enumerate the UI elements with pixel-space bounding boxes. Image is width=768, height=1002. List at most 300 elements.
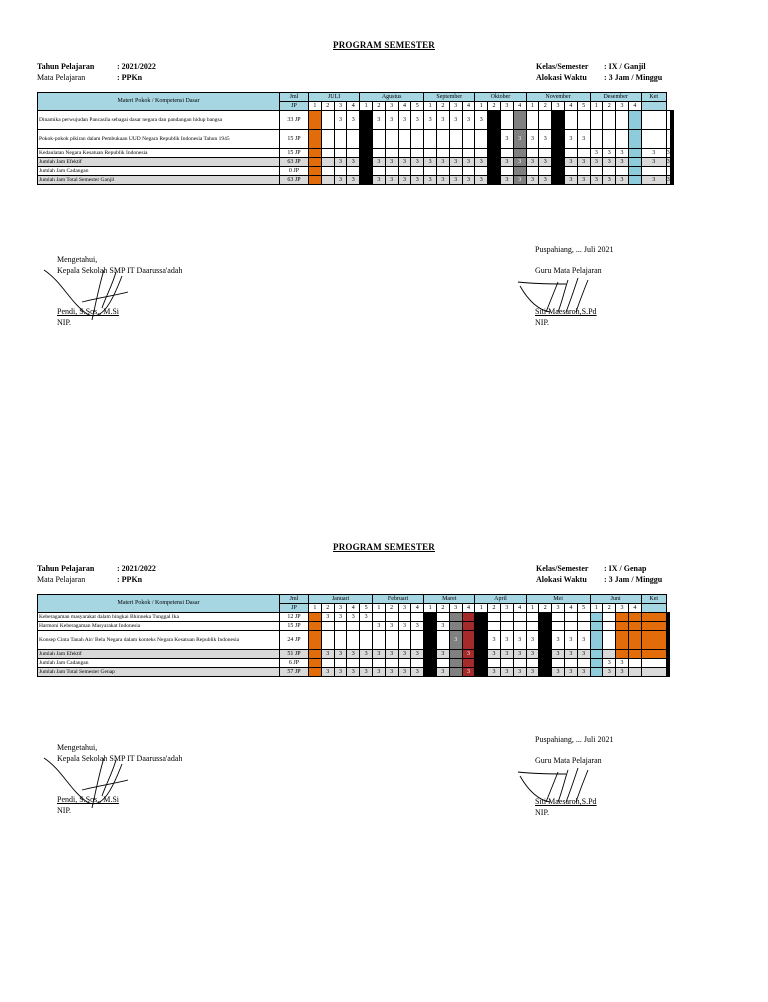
week-cell: 3	[577, 650, 590, 659]
semester-genap	[0, 542, 768, 842]
row-jp: 15 JP	[280, 130, 309, 149]
week-cell	[449, 149, 462, 158]
header-ket: Ket	[641, 595, 666, 604]
header-jml: Jml	[280, 93, 309, 102]
week-cell	[628, 613, 641, 622]
row-materi: Jumlah Jam Efektif	[38, 158, 280, 167]
week-cell	[513, 622, 526, 631]
week-cell: 3	[590, 176, 603, 185]
week-cell	[513, 149, 526, 158]
week-cell: 3	[462, 158, 475, 167]
week-cell	[628, 631, 641, 650]
header-week: 3	[334, 604, 347, 613]
week-cell: 3	[539, 176, 552, 185]
week-cell	[372, 631, 385, 650]
week-cell: 3	[475, 158, 488, 167]
week-cell	[424, 130, 437, 149]
week-cell: 3	[539, 158, 552, 167]
week-cell: 3	[641, 176, 666, 185]
week-cell: 3	[436, 111, 449, 130]
week-cell	[539, 631, 552, 650]
week-cell: 3	[564, 158, 577, 167]
week-cell	[475, 167, 488, 176]
week-cell: 3	[564, 650, 577, 659]
row-materi: Jumlah Jam Total Semester Genap	[38, 668, 280, 677]
sign-right-name: Siti Maesaroh,S.Pd	[535, 797, 597, 806]
week-cell	[590, 650, 603, 659]
week-cell	[347, 631, 360, 650]
header-ket-blank	[641, 604, 666, 613]
week-cell: 3	[436, 158, 449, 167]
week-cell: 3	[411, 158, 424, 167]
week-cell: 3	[462, 668, 475, 677]
header-week: 1	[590, 604, 603, 613]
week-cell	[360, 158, 373, 167]
row-jp: 6 JP	[280, 659, 309, 668]
sign-right-nip: NIP.	[535, 808, 550, 817]
page-title: PROGRAM SEMESTER	[333, 542, 435, 552]
week-cell	[334, 167, 347, 176]
week-cell: 3	[513, 668, 526, 677]
header-week: 2	[488, 102, 501, 111]
week-cell	[398, 631, 411, 650]
week-cell	[360, 176, 373, 185]
header-week: 2	[372, 102, 385, 111]
header-month: September	[424, 93, 475, 102]
week-cell	[488, 149, 501, 158]
week-cell	[539, 622, 552, 631]
week-cell	[616, 631, 629, 650]
meta-left	[37, 61, 156, 83]
week-cell	[475, 130, 488, 149]
alokasi-label: Alokasi Waktu	[536, 73, 587, 82]
week-cell	[500, 613, 513, 622]
week-cell	[539, 167, 552, 176]
week-cell	[475, 149, 488, 158]
week-cell	[488, 622, 501, 631]
week-cell	[436, 130, 449, 149]
week-cell	[321, 176, 334, 185]
header-ket-blank	[641, 102, 666, 111]
week-cell	[628, 622, 641, 631]
week-cell	[616, 130, 629, 149]
week-cell	[552, 613, 565, 622]
week-cell: 3	[372, 176, 385, 185]
week-cell	[488, 130, 501, 149]
week-cell: 3	[590, 149, 603, 158]
week-cell	[603, 111, 616, 130]
week-cell: 3	[603, 158, 616, 167]
week-cell: 3	[539, 130, 552, 149]
signature-scribble-left	[42, 750, 132, 810]
header-week: 4	[462, 102, 475, 111]
table-row	[38, 659, 670, 668]
week-cell	[616, 622, 629, 631]
week-cell	[590, 613, 603, 622]
sign-left-line1: Mengetahui,	[57, 743, 98, 752]
week-cell: 3	[372, 622, 385, 631]
week-cell: 3	[552, 631, 565, 650]
week-cell: 3	[436, 622, 449, 631]
week-cell: 3	[360, 650, 373, 659]
row-materi: Harmoni Keberagaman Masyarakat Indonesia	[38, 622, 280, 631]
header-week: 1	[526, 102, 539, 111]
week-cell	[526, 111, 539, 130]
week-cell: 3	[475, 176, 488, 185]
week-cell: 3	[500, 631, 513, 650]
sign-left-name: Pendi, S.Sos., M.Si	[57, 307, 120, 316]
week-cell	[449, 613, 462, 622]
week-cell: 3	[500, 158, 513, 167]
week-cell: 3	[411, 668, 424, 677]
week-cell	[513, 659, 526, 668]
week-cell	[385, 130, 398, 149]
week-cell: 3	[641, 149, 666, 158]
sign-left-line2: Kepala Sekolah SMP IT Daarussa'adah	[57, 266, 183, 275]
week-cell	[462, 622, 475, 631]
week-cell	[628, 167, 641, 176]
week-cell: 3	[411, 111, 424, 130]
week-cell	[488, 613, 501, 622]
week-cell: 3	[603, 668, 616, 677]
tahun-value: : 2021/2022	[117, 564, 156, 573]
week-cell	[577, 167, 590, 176]
week-cell	[603, 622, 616, 631]
header-ket: Ket	[641, 93, 666, 102]
week-cell	[641, 668, 666, 677]
week-cell: 3	[398, 668, 411, 677]
header-week: 2	[603, 102, 616, 111]
week-cell	[590, 668, 603, 677]
week-cell	[513, 111, 526, 130]
header-week: 3	[616, 102, 629, 111]
week-cell	[564, 149, 577, 158]
mapel-value: : PPKn	[117, 73, 143, 82]
week-cell: 3	[398, 622, 411, 631]
week-cell: 3	[449, 158, 462, 167]
week-cell	[526, 613, 539, 622]
week-cell	[616, 167, 629, 176]
sign-left-line1: Mengetahui,	[57, 255, 98, 264]
week-cell	[398, 613, 411, 622]
week-cell	[321, 631, 334, 650]
week-cell	[372, 613, 385, 622]
header-week: 2	[436, 102, 449, 111]
week-cell: 3	[334, 668, 347, 677]
week-cell	[449, 668, 462, 677]
week-cell	[436, 659, 449, 668]
week-cell: 3	[552, 650, 565, 659]
week-cell: 3	[526, 130, 539, 149]
week-cell	[360, 149, 373, 158]
week-cell	[552, 622, 565, 631]
week-cell	[385, 149, 398, 158]
row-jp: 12 JP	[280, 613, 309, 622]
header-jml: Jml	[280, 595, 309, 604]
week-cell: 3	[564, 130, 577, 149]
week-cell	[552, 111, 565, 130]
week-cell	[321, 158, 334, 167]
week-cell	[539, 668, 552, 677]
week-cell	[475, 668, 488, 677]
week-cell	[347, 659, 360, 668]
week-cell	[513, 613, 526, 622]
row-materi: Pokok-pokok pikiran dalam Pembukaan UUD Negara Republik Indonesia Tahun 1945	[38, 130, 280, 149]
week-cell: 3	[372, 650, 385, 659]
header-week: 1	[590, 102, 603, 111]
header-month: Desember	[590, 93, 641, 102]
alokasi-value: : 3 Jam / Minggu	[604, 575, 663, 584]
week-cell	[500, 622, 513, 631]
header-week: 4	[564, 604, 577, 613]
week-cell: 3	[513, 631, 526, 650]
week-cell: 3	[616, 659, 629, 668]
week-cell: 3	[577, 631, 590, 650]
row-materi: Kedaulatan Negara Kesatuan Republik Indonesia	[38, 149, 280, 158]
week-cell	[424, 668, 437, 677]
header-week: 3	[500, 102, 513, 111]
week-cell: 3	[385, 111, 398, 130]
week-cell	[462, 613, 475, 622]
week-cell	[603, 613, 616, 622]
header-month: Mei	[526, 595, 590, 604]
header-week: 1	[309, 604, 322, 613]
row-jp: 63 JP	[280, 176, 309, 185]
week-cell: 3	[411, 650, 424, 659]
row-materi: Keberagaman masyarakat dalam bingkai Bhinneka Tunggal Ika	[38, 613, 280, 622]
week-cell: 3	[334, 111, 347, 130]
week-cell	[309, 622, 322, 631]
week-cell	[526, 622, 539, 631]
header-week: 4	[513, 102, 526, 111]
header-jp: JP	[280, 102, 309, 111]
week-cell	[577, 659, 590, 668]
header-week: 2	[321, 102, 334, 111]
week-cell: 3	[411, 622, 424, 631]
week-cell	[590, 130, 603, 149]
week-cell	[309, 158, 322, 167]
week-cell: 3	[347, 111, 360, 130]
week-cell: 3	[526, 158, 539, 167]
week-cell	[360, 631, 373, 650]
header-week: 5	[360, 604, 373, 613]
week-cell	[449, 650, 462, 659]
week-cell	[552, 176, 565, 185]
header-week: 4	[564, 102, 577, 111]
week-cell	[628, 668, 641, 677]
week-cell: 3	[321, 613, 334, 622]
row-jp: 0 JP	[280, 167, 309, 176]
header-month: April	[475, 595, 526, 604]
header-week: 3	[500, 604, 513, 613]
week-cell	[462, 167, 475, 176]
table-row	[38, 650, 670, 659]
header-week: 1	[424, 604, 437, 613]
header-week: 1	[475, 102, 488, 111]
week-cell: 3	[334, 158, 347, 167]
week-cell: 3	[475, 111, 488, 130]
header-week: 3	[552, 102, 565, 111]
sign-left-line2: Kepala Sekolah SMP IT Daarussa'adah	[57, 754, 183, 763]
week-cell: 3	[385, 650, 398, 659]
week-cell: 3	[321, 668, 334, 677]
week-cell	[321, 130, 334, 149]
header-week: 5	[577, 604, 590, 613]
week-cell: 3	[666, 158, 670, 165]
week-cell	[526, 167, 539, 176]
week-cell: 3	[436, 176, 449, 185]
week-cell: 3	[385, 158, 398, 167]
week-cell	[385, 613, 398, 622]
week-cell	[500, 149, 513, 158]
mapel-value: : PPKn	[117, 575, 143, 584]
row-materi: Jumlah Jam Cadangan	[38, 167, 280, 176]
week-cell	[500, 167, 513, 176]
week-cell	[360, 659, 373, 668]
header-jp: JP	[280, 604, 309, 613]
week-cell	[436, 149, 449, 158]
week-cell: 3	[385, 668, 398, 677]
row-ket	[672, 111, 673, 130]
week-cell: 3	[552, 668, 565, 677]
week-cell	[603, 167, 616, 176]
week-cell: 3	[666, 149, 670, 156]
week-cell	[385, 167, 398, 176]
signature-scribble-left	[42, 262, 132, 322]
week-cell	[449, 130, 462, 149]
week-cell: 3	[526, 650, 539, 659]
sign-left-nip: NIP.	[57, 806, 72, 815]
table-row	[38, 631, 670, 650]
week-cell: 3	[616, 149, 629, 158]
schedule-table	[37, 92, 674, 185]
week-cell: 3	[577, 176, 590, 185]
header-materi: Materi Pokok / Kompetensi Dasar	[38, 595, 280, 613]
week-cell: 3	[360, 668, 373, 677]
week-cell	[577, 613, 590, 622]
table-row	[38, 668, 670, 677]
week-cell	[590, 167, 603, 176]
header-month: Januari	[309, 595, 373, 604]
week-cell	[449, 622, 462, 631]
week-cell: 3	[424, 111, 437, 130]
week-cell	[603, 631, 616, 650]
week-cell: 3	[398, 176, 411, 185]
signature-scribble-right	[516, 272, 596, 320]
week-cell	[321, 149, 334, 158]
week-cell	[590, 622, 603, 631]
week-cell	[500, 659, 513, 668]
header-week: 1	[475, 604, 488, 613]
week-cell	[334, 149, 347, 158]
week-cell	[628, 659, 641, 668]
week-cell	[309, 167, 322, 176]
meta-right	[536, 61, 662, 83]
week-cell	[462, 631, 475, 650]
week-cell: 3	[564, 668, 577, 677]
week-cell	[552, 158, 565, 167]
header-week: 4	[462, 604, 475, 613]
header-week: 2	[385, 604, 398, 613]
week-cell	[462, 659, 475, 668]
week-cell	[628, 149, 641, 158]
week-cell	[309, 659, 322, 668]
mapel-label: Mata Pelajaran	[37, 73, 86, 82]
header-week: 3	[616, 604, 629, 613]
row-jp: 51 JP	[280, 650, 309, 659]
week-cell	[360, 130, 373, 149]
row-materi: Dinamika perwujudan Pancasila sebagai dasar negara dan pandangan hidup bangsa	[38, 111, 280, 130]
sign-right-line1: Puspahiang, ... Juli 2021	[535, 245, 614, 254]
week-cell: 3	[500, 176, 513, 185]
week-cell	[526, 149, 539, 158]
week-cell: 3	[334, 613, 347, 622]
row-ket	[668, 631, 669, 650]
header-month: JULI	[309, 93, 360, 102]
header-week: 3	[385, 102, 398, 111]
header-week: 4	[398, 102, 411, 111]
week-cell: 3	[564, 631, 577, 650]
header-week: 3	[449, 102, 462, 111]
row-materi: Jumlah Jam Cadangan	[38, 659, 280, 668]
week-cell: 3	[590, 158, 603, 167]
header-week: 3	[398, 604, 411, 613]
row-ket	[672, 158, 673, 167]
row-jp: 63 JP	[280, 158, 309, 167]
week-cell	[411, 167, 424, 176]
header-week: 4	[411, 604, 424, 613]
tahun-label: Tahun Pelajaran	[37, 564, 95, 573]
week-cell: 3	[500, 668, 513, 677]
week-cell: 3	[334, 650, 347, 659]
row-materi: Konsep Cinta Tanah Air/ Bela Negara dalam konteks Negara Kesatuan Republik Indonesia	[38, 631, 280, 650]
meta-right	[536, 563, 662, 585]
sign-left-nip: NIP.	[57, 318, 72, 327]
header-week: 3	[552, 604, 565, 613]
alokasi-label: Alokasi Waktu	[536, 575, 587, 584]
week-cell: 3	[321, 650, 334, 659]
week-cell: 3	[616, 158, 629, 167]
header-week: 1	[360, 102, 373, 111]
header-week: 2	[321, 604, 334, 613]
header-week: 1	[526, 604, 539, 613]
week-cell	[424, 631, 437, 650]
row-ket	[668, 622, 669, 631]
week-cell	[552, 659, 565, 668]
week-cell	[603, 650, 616, 659]
week-cell	[475, 650, 488, 659]
week-cell	[641, 167, 666, 176]
week-cell	[539, 650, 552, 659]
week-cell: 3	[500, 650, 513, 659]
row-jp: 33 JP	[280, 111, 309, 130]
header-week: 2	[539, 604, 552, 613]
alokasi-value: : 3 Jam / Minggu	[604, 73, 663, 82]
row-materi: Jumlah Jam Efektif	[38, 650, 280, 659]
week-cell	[309, 650, 322, 659]
week-cell	[360, 111, 373, 130]
week-cell: 3	[372, 158, 385, 167]
week-cell	[500, 111, 513, 130]
week-cell: 3	[513, 176, 526, 185]
week-cell: 3	[564, 176, 577, 185]
sign-right-line2: Guru Mata Pelajaran	[535, 266, 602, 275]
week-cell: 3	[385, 622, 398, 631]
week-cell	[449, 659, 462, 668]
week-cell	[488, 158, 501, 167]
week-cell: 3	[641, 158, 666, 167]
header-month: Juni	[590, 595, 641, 604]
